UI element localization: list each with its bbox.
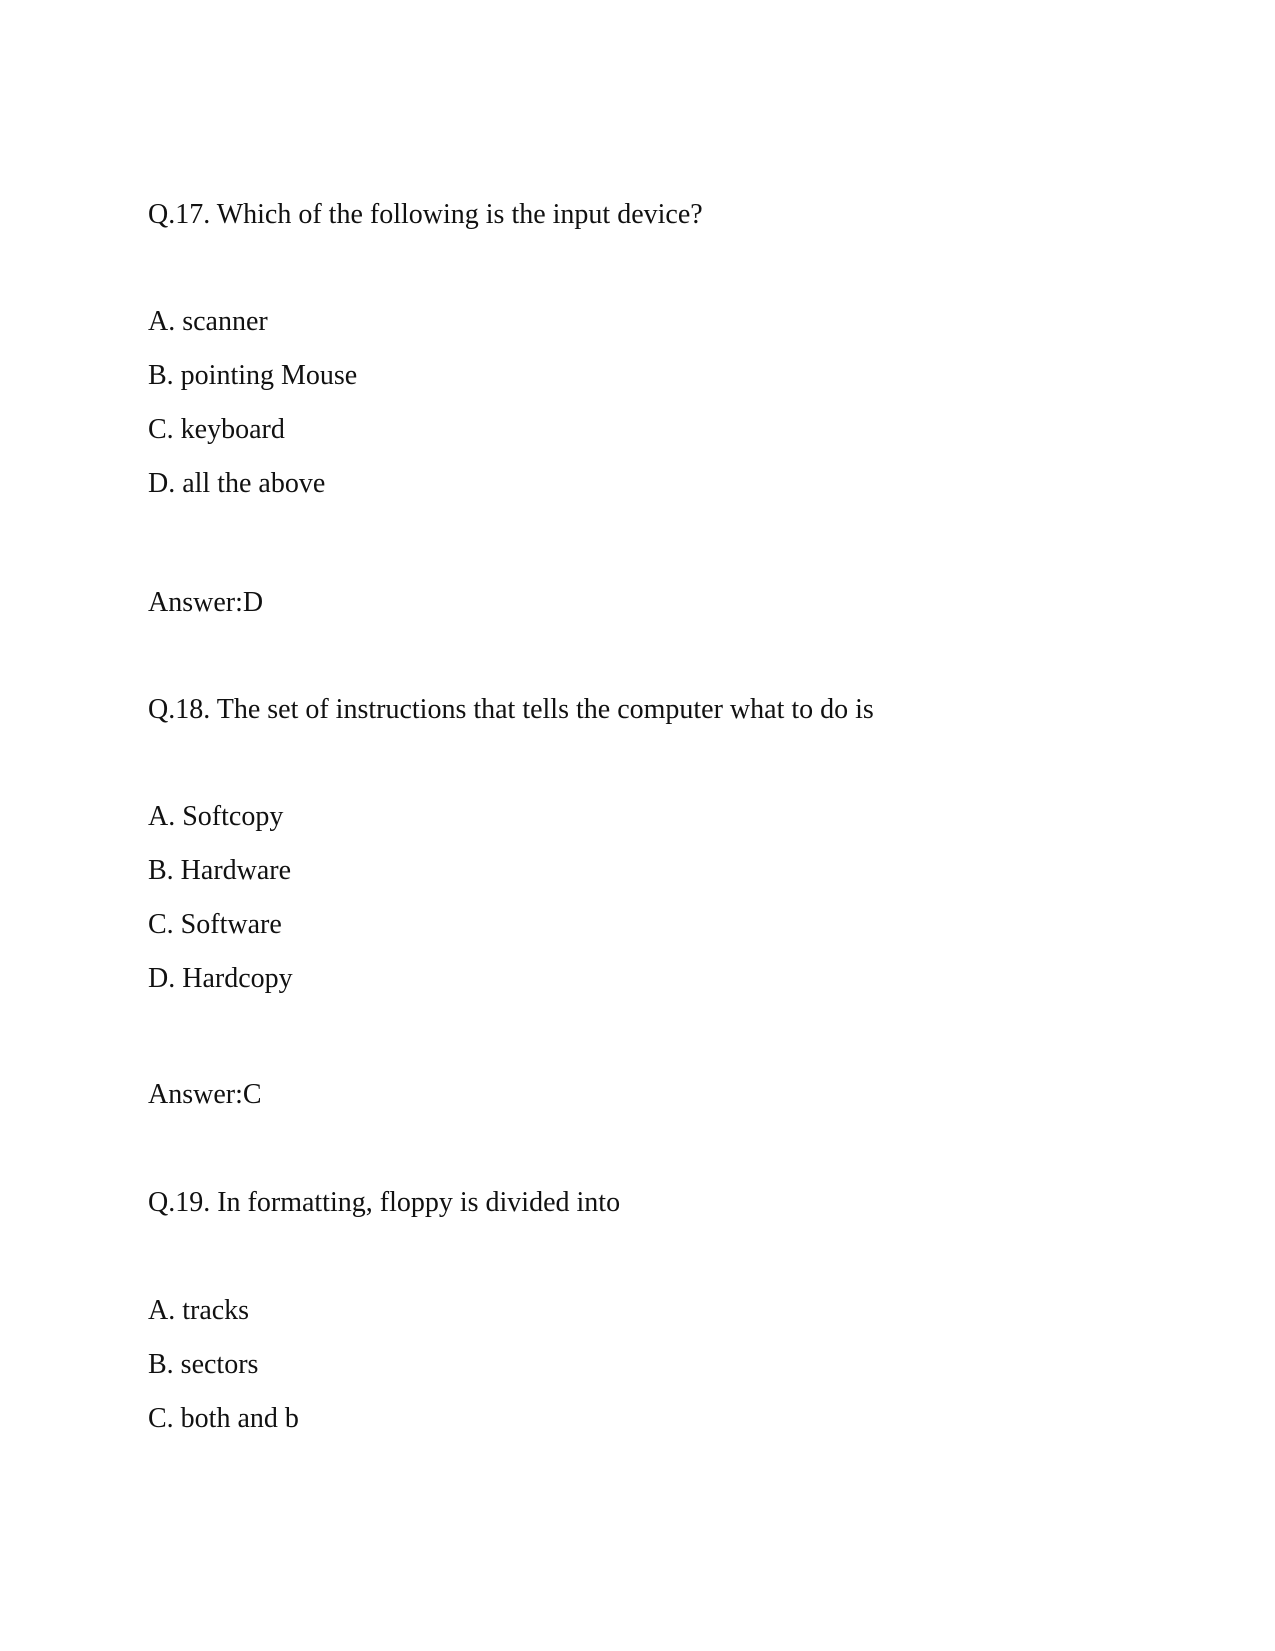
option-c: C. Software	[148, 909, 282, 940]
option-c: C. both and b	[148, 1403, 299, 1434]
answer-text: Answer:C	[148, 1079, 262, 1110]
option-a: A. tracks	[148, 1295, 250, 1326]
question-text: Q.18. The set of instructions that tells the computer what to do is	[148, 694, 874, 725]
question-text: Q.17. Which of the following is the input device?	[148, 199, 703, 230]
option-b: B. sectors	[148, 1349, 259, 1380]
answer-text: Answer:D	[148, 587, 264, 618]
option-d: D. Hardcopy	[148, 963, 293, 994]
option-b: B. Hardware	[148, 855, 292, 886]
option-c: C. keyboard	[148, 414, 285, 445]
option-a: A. Softcopy	[148, 801, 284, 832]
option-d: D. all the above	[148, 468, 326, 499]
option-b: B. pointing Mouse	[148, 360, 358, 391]
option-a: A. scanner	[148, 306, 268, 337]
question-text: Q.19. In formatting, floppy is divided into	[148, 1187, 621, 1218]
